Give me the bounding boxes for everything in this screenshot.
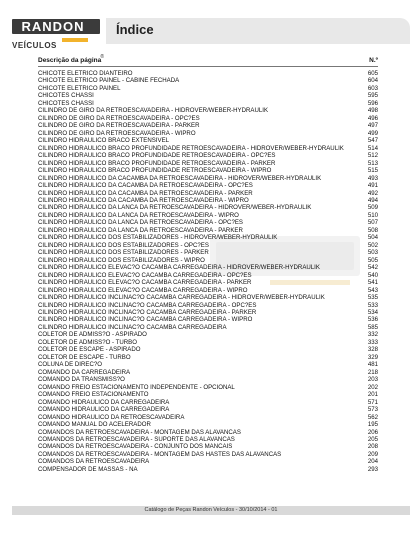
index-table	[38, 56, 378, 473]
row-description: CILINDRO HIDRAULICO DOS ESTABILIZADORES - OPC?ES	[38, 241, 209, 249]
row-page-number: 509	[367, 204, 378, 212]
row-page-number: 535	[367, 294, 378, 302]
row-page-number: 536	[367, 316, 378, 324]
row-description: CILINDRO HIDRAULICO ELEVAC?O CACAMBA CARREGADEIRA - WIPRO	[38, 286, 248, 294]
table-row[interactable]	[38, 77, 378, 84]
row-description: CHICOTE ELETRICO PAINEL - CABINE FECHADA	[38, 77, 180, 85]
table-row[interactable]	[38, 451, 378, 458]
table-row[interactable]	[38, 354, 378, 361]
row-page-number: 491	[367, 182, 378, 190]
table-row[interactable]	[38, 160, 378, 167]
row-description: CILINDRO HIDRAULICO BRACO PROFUNDIDADE RETROESCAVADEIRA - PARKER	[38, 159, 276, 167]
table-row[interactable]	[38, 316, 378, 323]
row-description: COMANDO FREIO ESTACIONAMENTO	[38, 391, 149, 399]
row-description: CILINDRO HIDRAULICO DA LANCA DA RETROESCAVADEIRA - PARKER	[38, 226, 243, 234]
table-row[interactable]	[38, 137, 378, 144]
row-page-number: 603	[367, 84, 378, 92]
row-description: CILINDRO HIDRAULICO DA LANCA DA RETROESCAVADEIRA - OPC?ES	[38, 219, 243, 227]
table-row[interactable]	[38, 234, 378, 241]
table-row[interactable]	[38, 421, 378, 428]
row-page-number: 205	[367, 435, 378, 443]
table-row[interactable]	[38, 175, 378, 182]
row-description: CILINDRO HIDRAULICO DA CACAMBA DA RETROESCAVADEIRA - HIDROVER/WEBER-HYDRAULIK	[38, 174, 322, 182]
table-row[interactable]	[38, 85, 378, 92]
row-description: COMANDO FREIO ESTACIONAMENTO INDEPENDENTE - OPCIONAL	[38, 383, 235, 391]
table-row[interactable]	[38, 458, 378, 465]
page-title: Índice	[116, 22, 154, 37]
table-row[interactable]	[38, 279, 378, 286]
row-description: CILINDRO HIDRAULICO INCLINAC?O CACAMBA CARREGADEIRA - PARKER	[38, 309, 257, 316]
row-page-number: 332	[367, 331, 378, 339]
row-page-number: 498	[367, 107, 378, 115]
row-description: CILINDRO HIDRAULICO BRACO PROFUNDIDADE RETROESCAVADEIRA - WIPRO	[38, 167, 272, 175]
table-row[interactable]	[38, 190, 378, 197]
row-page-number: 541	[367, 279, 378, 287]
table-row[interactable]	[38, 436, 378, 443]
table-row[interactable]	[38, 242, 378, 249]
table-row[interactable]	[38, 443, 378, 450]
table-row[interactable]	[38, 249, 378, 256]
row-description: CILINDRO HIDRAULICO BRACO PROFUNDIDADE RETROESCAVADEIRA - HIDROVER/WEBER-HYDRAULIK	[38, 144, 344, 152]
table-row[interactable]	[38, 384, 378, 391]
row-description: COMANDO HIDRAULICO DA CARREGADEIRA	[38, 398, 170, 406]
table-row[interactable]	[38, 414, 378, 421]
table-row[interactable]	[38, 167, 378, 174]
row-page-number: 333	[367, 338, 378, 346]
row-page-number: 540	[367, 271, 378, 279]
row-description: CILINDRO HIDRAULICO BRACO EXTENSIVEL	[38, 137, 170, 145]
column-header-number: N.º	[369, 57, 378, 64]
footer-text: Catálogo de Peças Randon Veículos - 30/10/2014 - 01	[144, 507, 278, 513]
row-page-number: 504	[367, 234, 378, 242]
column-header-description: Descrição da página	[38, 57, 102, 64]
row-description: COLUNA DE DIREC?O	[38, 361, 102, 369]
row-page-number: 204	[367, 458, 378, 466]
table-row[interactable]	[38, 466, 378, 473]
row-description: COMANDOS DA RETROESCAVADEIRA - MONTAGEM DAS ALAVANCAS	[38, 428, 241, 436]
page-footer	[12, 506, 410, 515]
table-row[interactable]	[38, 331, 378, 338]
row-description: CILINDRO HIDRAULICO INCLINAC?O CACAMBA CARREGADEIRA - OPC?ES	[38, 301, 257, 309]
row-description: COLETOR DE ADMISS?O - TURBO	[38, 338, 137, 346]
table-row[interactable]	[38, 152, 378, 159]
table-row[interactable]	[38, 115, 378, 122]
row-description: CHICOTES CHASSI	[38, 99, 94, 107]
row-page-number: 508	[367, 226, 378, 234]
row-page-number: 604	[367, 77, 378, 85]
row-description: COLETOR DE ESCAPE - TURBO	[38, 353, 131, 361]
row-page-number: 543	[367, 286, 378, 294]
row-page-number: 201	[367, 391, 378, 399]
table-row[interactable]	[38, 197, 378, 204]
row-page-number: 202	[367, 383, 378, 391]
table-row[interactable]	[38, 122, 378, 129]
registered-mark: ®	[100, 54, 104, 60]
table-row[interactable]	[38, 376, 378, 383]
table-row[interactable]	[38, 406, 378, 413]
table-row[interactable]	[38, 182, 378, 189]
table-row[interactable]	[38, 272, 378, 279]
row-description: CILINDRO HIDRAULICO DOS ESTABILIZADORES - HIDROVER/WEBER-HYDRAULIK	[38, 234, 278, 242]
row-description: CILINDRO HIDRAULICO DOS ESTABILIZADORES - PARKER	[38, 249, 209, 257]
table-row[interactable]	[38, 227, 378, 234]
row-page-number: 496	[367, 114, 378, 122]
row-description: COMANDOS DA RETROESCAVADEIRA	[38, 458, 150, 466]
row-description: COMANDO MANUAL DO ACELERADOR	[38, 421, 151, 429]
row-description: COMANDO DA TRANSMISS?O	[38, 376, 125, 384]
table-row[interactable]	[38, 309, 378, 316]
randon-logo	[12, 19, 104, 60]
row-description: CILINDRO DE GIRO DA RETROESCAVADEIRA - OPC?ES	[38, 114, 200, 122]
row-page-number: 505	[367, 256, 378, 264]
table-row[interactable]	[38, 70, 378, 77]
table-row[interactable]	[38, 399, 378, 406]
row-page-number: 573	[367, 406, 378, 414]
row-description: CILINDRO DE GIRO DA RETROESCAVADEIRA - PARKER	[38, 122, 200, 130]
row-page-number: 534	[367, 309, 378, 316]
row-page-number: 293	[367, 465, 378, 473]
table-row[interactable]	[38, 339, 378, 346]
row-page-number: 510	[367, 211, 378, 219]
table-row[interactable]	[38, 361, 378, 368]
row-page-number: 605	[367, 70, 378, 77]
table-row[interactable]	[38, 324, 378, 331]
row-description: COLETOR DE ESCAPE - ASPIRADO	[38, 346, 141, 354]
row-description: CILINDRO DE GIRO DA RETROESCAVADEIRA - HIDROVER/WEBER-HYDRAULIK	[38, 107, 269, 115]
row-page-number: 497	[367, 122, 378, 130]
row-page-number: 329	[367, 353, 378, 361]
row-description: CILINDRO HIDRAULICO ELEVAC?O CACAMBA CARREGADEIRA - OPC?ES	[38, 271, 252, 279]
table-row[interactable]	[38, 145, 378, 152]
row-page-number: 513	[367, 159, 378, 167]
row-page-number: 208	[367, 443, 378, 451]
row-description: COMANDOS DA RETROESCAVADEIRA - SUPORTE DAS ALAVANCAS	[38, 435, 235, 443]
table-row[interactable]	[38, 212, 378, 219]
row-page-number: 206	[367, 428, 378, 436]
table-row[interactable]	[38, 429, 378, 436]
row-description: COMANDO HIDRAULICO DA RETROESCAVADEIRA	[38, 413, 185, 421]
page-header	[0, 0, 416, 60]
row-description: COMANDO DA CARREGADEIRA	[38, 368, 131, 376]
row-page-number: 494	[367, 196, 378, 204]
table-row[interactable]	[38, 257, 378, 264]
row-description: CHICOTES CHASSI	[38, 92, 94, 100]
row-page-number: 499	[367, 129, 378, 137]
row-page-number: 547	[367, 137, 378, 145]
table-row[interactable]	[38, 219, 378, 226]
table-row[interactable]	[38, 391, 378, 398]
table-row[interactable]	[38, 107, 378, 114]
table-row[interactable]	[38, 294, 378, 301]
table-row[interactable]	[38, 287, 378, 294]
row-description: CHICOTE ELETRICO DIANTEIRO	[38, 70, 133, 77]
row-description: CILINDRO HIDRAULICO BRACO PROFUNDIDADE RETROESCAVADEIRA - OPC?ES	[38, 152, 276, 160]
row-description: CILINDRO HIDRAULICO INCLINAC?O CACAMBA CARREGADEIRA - HIDROVER/WEBER-HYDRAULIK	[38, 294, 325, 302]
row-description: CILINDRO DE GIRO DA RETROESCAVADEIRA - WIPRO	[38, 129, 196, 137]
table-row[interactable]	[38, 369, 378, 376]
row-page-number: 514	[367, 144, 378, 152]
row-description: CILINDRO HIDRAULICO DA LANCA DA RETROESCAVADEIRA - HIDROVER/WEBER-HYDRAULIK	[38, 204, 312, 212]
table-row[interactable]	[38, 100, 378, 107]
row-description: COMANDOS DA RETROESCAVADEIRA - CONJUNTO DOS MANCAIS	[38, 443, 233, 451]
row-description: COMPENSADOR DE MASSAS - NA	[38, 465, 138, 473]
logo-subtitle-text: VEÍCULOS	[12, 41, 57, 50]
table-row[interactable]	[38, 204, 378, 211]
table-row[interactable]	[38, 130, 378, 137]
row-page-number: 493	[367, 174, 378, 182]
row-page-number: 481	[367, 361, 378, 369]
row-page-number: 515	[367, 167, 378, 175]
row-page-number: 218	[367, 368, 378, 376]
table-row[interactable]	[38, 264, 378, 271]
row-page-number: 542	[367, 264, 378, 272]
logo-accent-bar	[62, 38, 88, 42]
row-page-number: 503	[367, 249, 378, 257]
title-bar	[106, 18, 410, 44]
table-body	[38, 70, 378, 473]
row-page-number: 571	[367, 398, 378, 406]
row-page-number: 195	[367, 421, 378, 429]
row-description: CHICOTE ELETRICO PAINEL	[38, 84, 121, 92]
row-description: COMANDOS DA RETROESCAVADEIRA - MONTAGEM DAS HASTES DAS ALAVANCAS	[38, 450, 282, 458]
row-page-number: 595	[367, 92, 378, 100]
row-description: COLETOR DE ADMISS?O - ASPIRADO	[38, 331, 147, 339]
row-page-number: 585	[367, 323, 378, 331]
row-page-number: 203	[367, 376, 378, 384]
row-description: CILINDRO HIDRAULICO DA CACAMBA DA RETROESCAVADEIRA - PARKER	[38, 189, 253, 197]
row-description: CILINDRO HIDRAULICO DA CACAMBA DA RETROESCAVADEIRA - WIPRO	[38, 196, 249, 204]
table-row[interactable]	[38, 302, 378, 309]
table-row[interactable]	[38, 346, 378, 353]
row-page-number: 596	[367, 99, 378, 107]
table-header	[38, 56, 378, 67]
row-description: CILINDRO HIDRAULICO INCLINAC?O CACAMBA CARREGADEIRA	[38, 323, 227, 331]
row-description: CILINDRO HIDRAULICO DA LANCA DA RETROESCAVADEIRA - WIPRO	[38, 211, 239, 219]
row-page-number: 209	[367, 450, 378, 458]
table-row[interactable]	[38, 92, 378, 99]
row-description: COMANDO HIDRAULICO DA CARREGADEIRA	[38, 406, 170, 414]
row-page-number: 328	[367, 346, 378, 354]
row-page-number: 492	[367, 189, 378, 197]
row-page-number: 502	[367, 241, 378, 249]
row-page-number: 507	[367, 219, 378, 227]
row-description: CILINDRO HIDRAULICO DOS ESTABILIZADORES - WIPRO	[38, 256, 205, 264]
row-description: CILINDRO HIDRAULICO ELEVAC?O CACAMBA CARREGADEIRA - HIDROVER/WEBER-HYDRAULIK	[38, 264, 320, 272]
logo-wordmark: RANDON	[12, 19, 100, 34]
row-page-number: 512	[367, 152, 378, 160]
row-description: CILINDRO HIDRAULICO DA CACAMBA DA RETROESCAVADEIRA - OPC?ES	[38, 182, 253, 190]
row-page-number: 562	[367, 413, 378, 421]
row-description: CILINDRO HIDRAULICO ELEVAC?O CACAMBA CARREGADEIRA - PARKER	[38, 279, 252, 287]
row-description: CILINDRO HIDRAULICO INCLINAC?O CACAMBA CARREGADEIRA - WIPRO	[38, 316, 253, 324]
row-page-number: 533	[367, 301, 378, 309]
logo-subtitle	[12, 35, 104, 60]
